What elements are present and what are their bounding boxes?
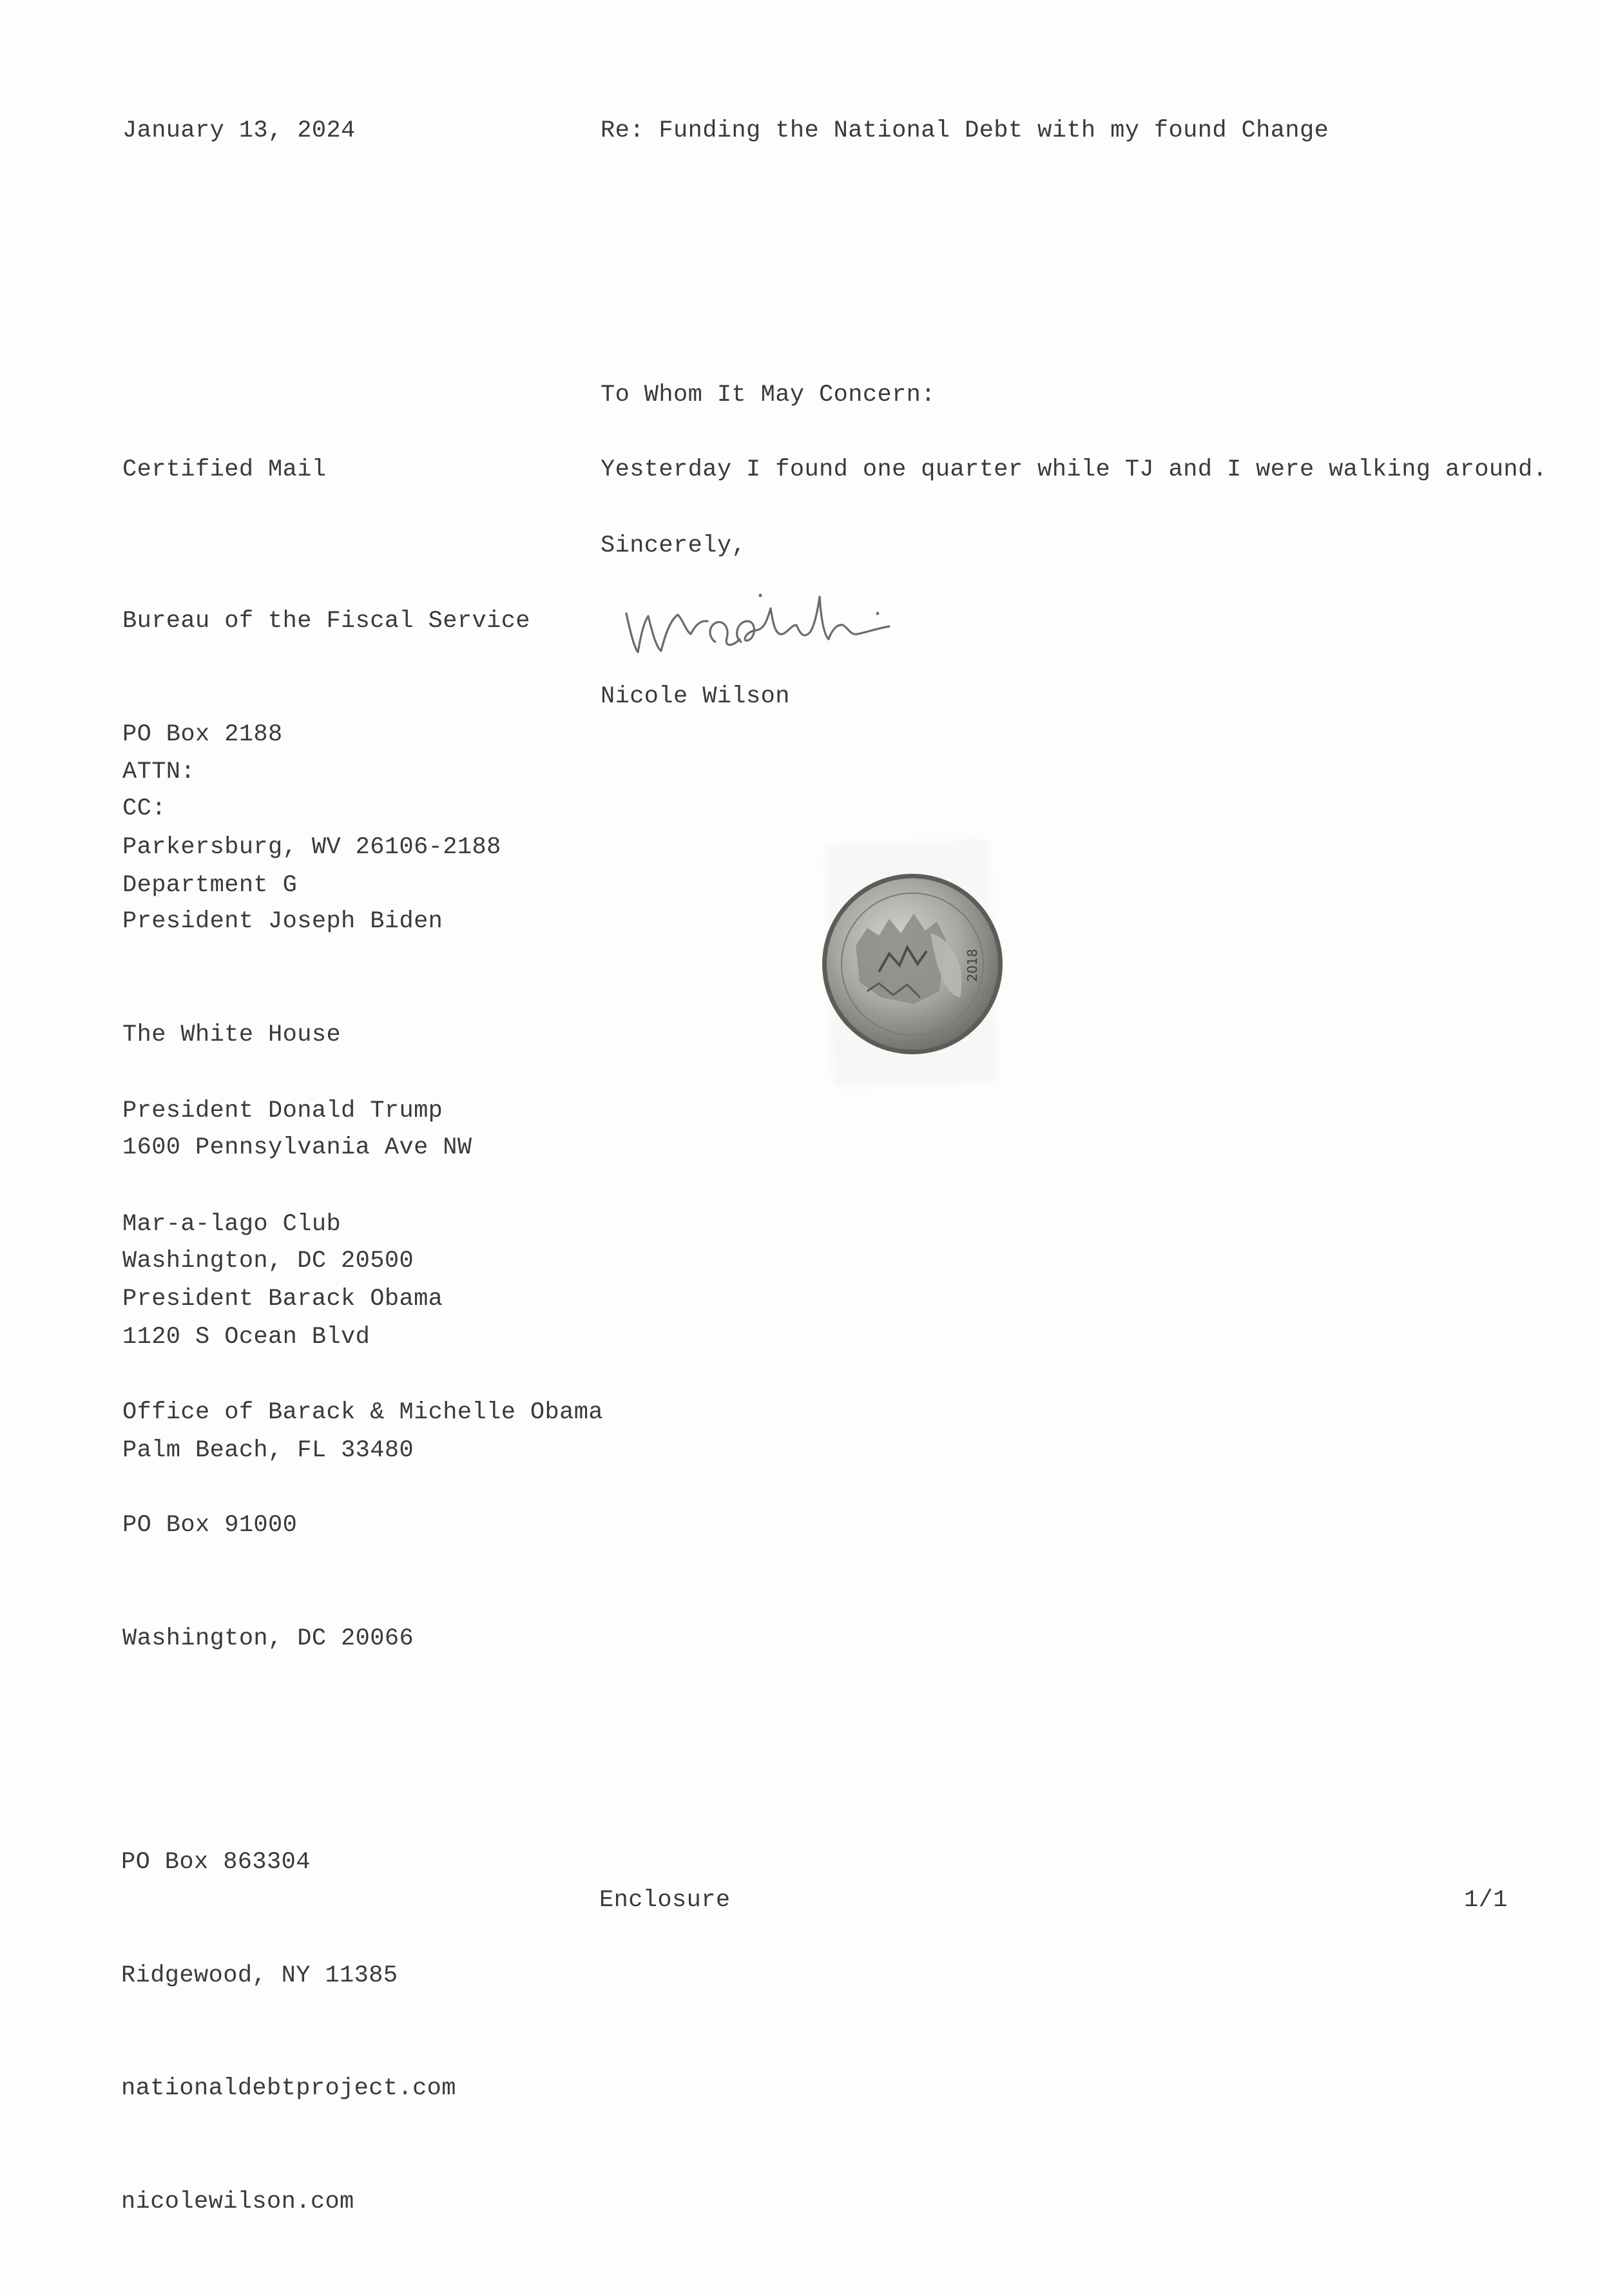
- cc-recipient-obama: [122, 1205, 603, 1733]
- salutation: To Whom It May Concern:: [601, 381, 936, 409]
- letter-date: January 13, 2024: [122, 117, 356, 144]
- cc-line: Mar-a-lago Club: [122, 1210, 342, 1238]
- cc-line: 1120 S Ocean Blvd: [122, 1324, 371, 1351]
- sender-line: nationaldebtproject.com: [121, 2075, 456, 2102]
- recipient-line: Parkersburg, WV 26106-2188: [122, 834, 501, 861]
- page-number: 1/1: [1464, 1887, 1508, 1914]
- attention-label: ATTN:: [122, 758, 196, 786]
- cc-line: Washington, DC 20066: [122, 1625, 414, 1652]
- signature-name: Nicole Wilson: [601, 683, 790, 710]
- cc-label: CC:: [122, 795, 166, 822]
- cc-line: President Joseph Biden: [122, 908, 443, 935]
- cc-line: 1600 Pennsylvania Ave NW: [122, 1134, 472, 1161]
- cc-line: PO Box 91000: [122, 1512, 298, 1539]
- sender-line: Ridgewood, NY 11385: [121, 1962, 398, 1989]
- delivery-method: Certified Mail: [122, 456, 327, 483]
- cc-line: President Barack Obama: [122, 1286, 443, 1313]
- attention-department: Department G: [122, 871, 298, 899]
- cc-line: The White House: [122, 1021, 342, 1048]
- cc-line: Washington, DC 20500: [122, 1247, 414, 1275]
- coin-year: 2018: [965, 949, 980, 982]
- quarter-coin-icon: [817, 869, 1008, 1059]
- handwritten-signature: [619, 580, 909, 664]
- cc-line: President Donald Trump: [122, 1097, 443, 1124]
- letter-subject: Re: Funding the National Debt with my found Change: [601, 117, 1329, 144]
- body-text: Yesterday I found one quarter while TJ and I were walking around.: [601, 456, 1548, 483]
- recipient-line: Bureau of the Fiscal Service: [122, 608, 530, 635]
- recipient-line: PO Box 2188: [122, 720, 283, 748]
- sender-line: PO Box 863304: [121, 1849, 311, 1876]
- cc-line: Office of Barack & Michelle Obama: [122, 1398, 603, 1426]
- sender-line: nicolewilson.com: [121, 2188, 354, 2215]
- sender-address: [121, 1768, 456, 2296]
- closing: Sincerely,: [601, 532, 747, 559]
- cc-line: Palm Beach, FL 33480: [122, 1436, 414, 1464]
- enclosure-label: Enclosure: [599, 1887, 731, 1914]
